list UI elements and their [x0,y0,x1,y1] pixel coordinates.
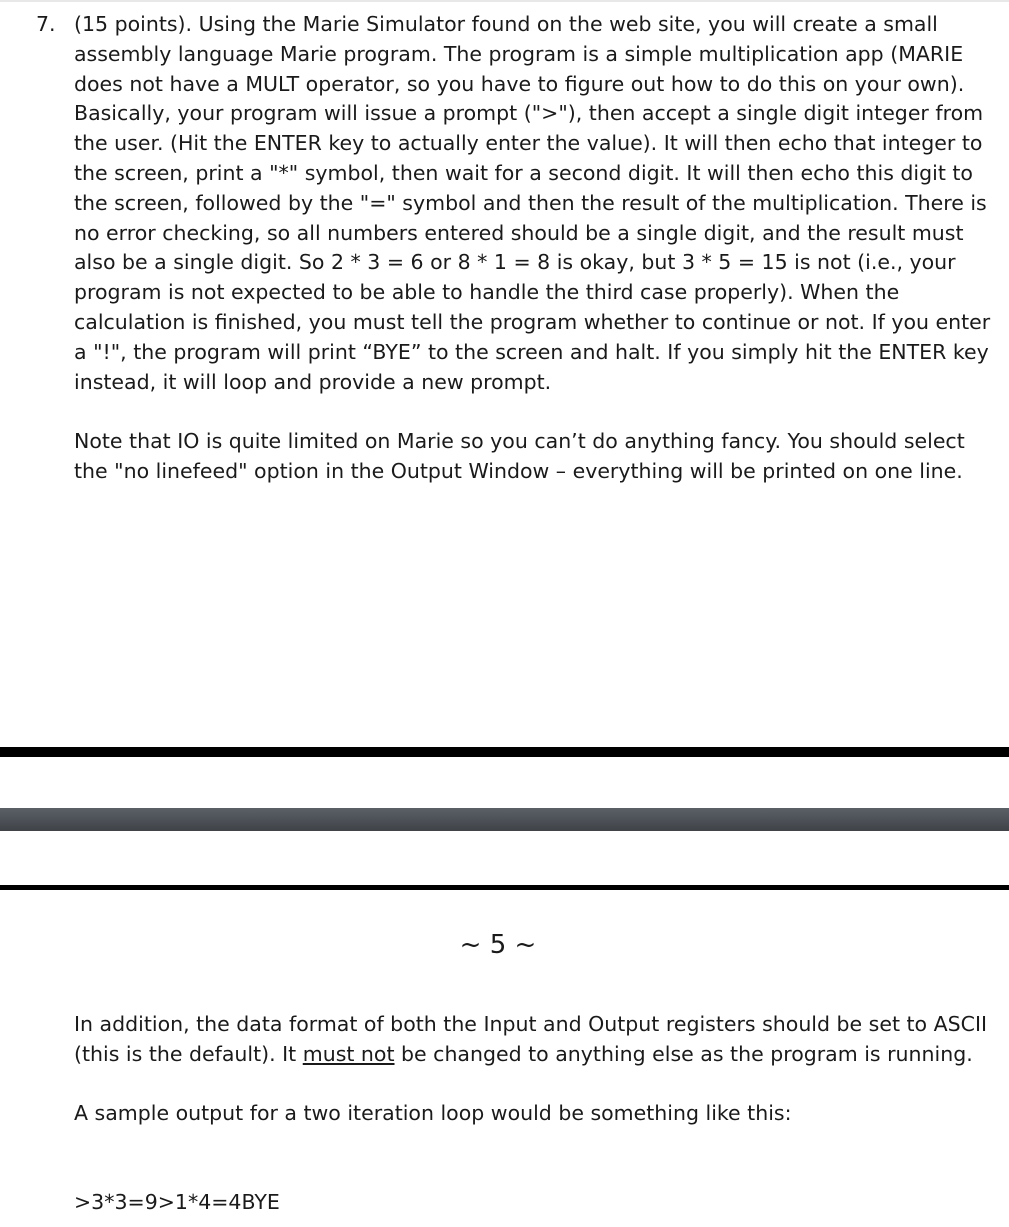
question-number: 7. [36,12,56,36]
page-top-edge [0,0,1009,2]
page-break-rule-bottom [0,885,1009,890]
paragraph-text-end: be changed to anything else as the program is running. [394,1041,973,1066]
question-continuation [74,1010,1004,1128]
continuation-paragraph-2: A sample output for a two iteration loop would be something like this: [74,1100,792,1125]
page-number: ~ 5 ~ [459,930,537,960]
question-paragraph-2: Note that IO is quite limited on Marie so you can’t do anything fancy. You should select the "no linefeed" option in the Output Window – everything will be printed on one line. [74,429,965,484]
question-paragraph-1: (15 points). Using the Marie Simulator found on the web site, you will create a small assembly language Marie program. The program is a simple multiplication app (MARIE does not have a MULT operator, so you have to figure out how to do this on your own). Basically, your program will issue a prompt (">"), then accept a single digit integer from the user. (Hit the ENTER key to actually enter the value). It will then echo that integer to the screen, print a "*" symbol, then wait for a second digit. It will then echo this digit to the screen, followed by the "=" symbol and then the result of the multiplication. There is no error checking, so all numbers entered should be a single digit, and the result must also be a single digit. So 2 * 3 = 6 or 8 * 1 = 8 is okay, but 3 * 5 = 15 is not (i.e., your program is not expected to be able to handle the third case properly). When the calculation is finished, you must tell the program whether to continue or not. If you enter a "!", the program will print “BYE” to the screen and halt. If you simply hit the ENTER key instead, it will loop and provide a new prompt. [74,12,991,394]
page-gap-band [0,808,1009,831]
paragraph-text-start: In addition, the data format of both the Input and Output registers should be set to ASCII (this is the default). It [74,1012,988,1066]
sample-output: >3*3=9>1*4=4BYE [74,1190,280,1214]
continuation-paragraph-1 [74,1010,1004,1070]
question-body [74,10,999,487]
page-break-rule-top [0,747,1009,757]
underlined-emphasis: must not [302,1041,395,1066]
